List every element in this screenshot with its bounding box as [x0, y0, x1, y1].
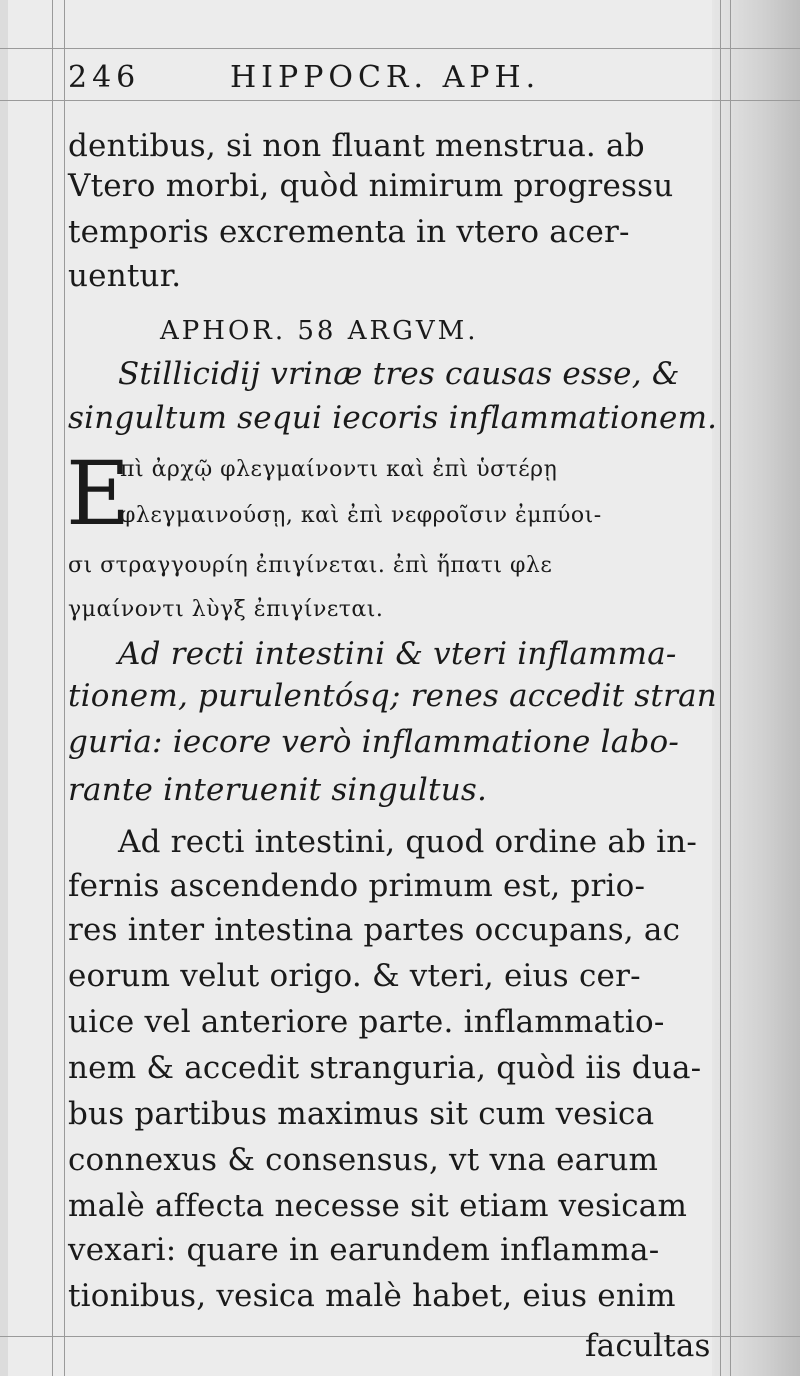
- greek-line: φλεγμαινούσῃ, καὶ ἐπὶ νεφροῖσιν ἐμπύοι-: [120, 503, 602, 528]
- text-line: uentur.: [68, 258, 182, 294]
- margin-rule-right-outer: [730, 0, 731, 1376]
- text-line: vexari: quare in earundem inflamma-: [68, 1232, 660, 1268]
- text-line: eorum velut origo. & vteri, eius cer-: [68, 958, 641, 994]
- catchword: facultas: [585, 1328, 711, 1364]
- text-line: res inter intestina partes occupans, ac: [68, 912, 681, 948]
- text-line: connexus & consensus, vt vna earum: [68, 1142, 659, 1178]
- page-edge-shadow: [712, 0, 800, 1376]
- greek-line: πὶ ἀρχῷ φλεγμαίνοντι καὶ ἐπὶ ὑστέρῃ: [120, 457, 558, 482]
- margin-rule-left-inner: [64, 0, 65, 1376]
- margin-rule-top-outer: [0, 48, 800, 49]
- running-title: HIPPOCR. APH.: [230, 60, 541, 95]
- text-line: Stillicidij vrinæ tres causas esse, &: [118, 356, 680, 392]
- text-line: guria: iecore verò inflammatione labo-: [68, 724, 680, 760]
- text-line: dentibus, si non fluant menstrua. ab: [68, 128, 645, 164]
- text-line: tionem, purulentósq; renes accedit stran: [68, 678, 717, 714]
- text-line: Vtero morbi, quòd nimirum progressu: [68, 168, 674, 204]
- margin-rule-top-inner: [0, 100, 800, 101]
- margin-rule-right-inner: [720, 0, 721, 1376]
- greek-line: γμαίνοντι λὺγξ ἐπιγίνεται.: [68, 597, 384, 622]
- text-line: fernis ascendendo primum est, prio-: [68, 868, 646, 904]
- greek-line: σι στραγγουρίη ἐπιγίνεται. ἐπὶ ἥπατι φλε: [68, 553, 553, 578]
- text-line: temporis excrementa in vtero acer-: [68, 214, 630, 250]
- aphorism-heading: APHOR. 58 ARGVM.: [160, 316, 479, 346]
- page-number: 246: [68, 60, 141, 95]
- text-line: uice vel anteriore parte. inflammatio-: [68, 1004, 665, 1040]
- text-line: nem & accedit stranguria, quòd iis dua-: [68, 1050, 702, 1086]
- text-line: singultum sequi iecoris inflammationem.: [68, 400, 718, 436]
- drop-cap: E: [66, 442, 131, 545]
- text-line: tionibus, vesica malè habet, eius enim: [68, 1278, 676, 1314]
- text-line: Ad recti intestini & vteri inflamma-: [118, 636, 677, 672]
- text-line: Ad recti intestini, quod ordine ab in-: [118, 824, 698, 860]
- text-line: malè affecta necesse sit etiam vesicam: [68, 1188, 688, 1224]
- text-line: bus partibus maximus sit cum vesica: [68, 1096, 655, 1132]
- margin-rule-left-outer: [52, 0, 53, 1376]
- text-line: rante interuenit singultus.: [68, 772, 488, 808]
